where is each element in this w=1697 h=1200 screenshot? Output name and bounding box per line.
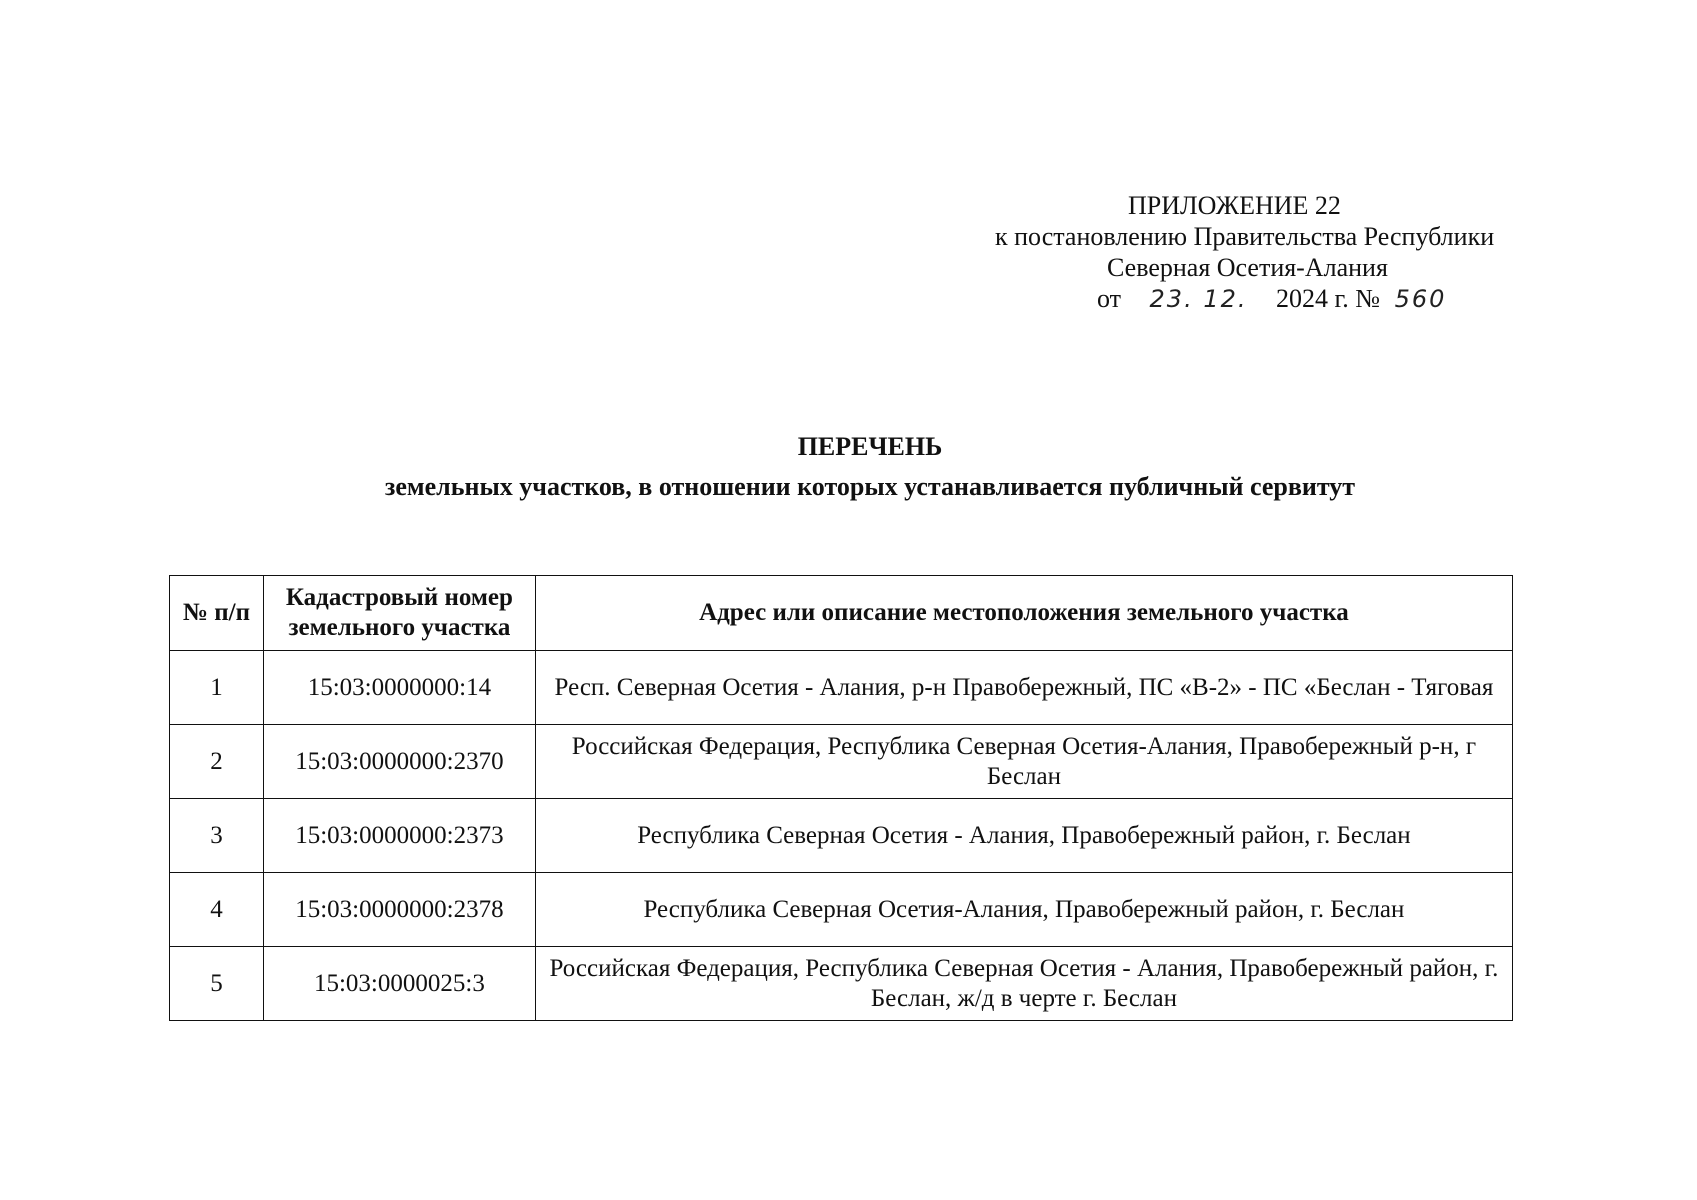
table-row xyxy=(170,651,1513,725)
table-row xyxy=(170,799,1513,873)
document-subtitle: земельных участков, в отношении которых устанавливается публичный сервитут xyxy=(384,472,1356,501)
year-number-label: 2024 г. № xyxy=(1276,284,1381,313)
cell-num: 2 xyxy=(170,725,264,799)
document-title: ПЕРЕЧЕНЬ xyxy=(797,432,943,461)
cell-num: 1 xyxy=(170,651,264,725)
header-address: Адрес или описание местоположения земельного участка xyxy=(535,576,1512,651)
parcels-table xyxy=(169,575,1513,1021)
header-cadastral: Кадастровый номер земельного участка xyxy=(263,576,535,651)
appendix-resolution-line: к постановлению Правительства Республики xyxy=(995,222,1495,251)
table-row xyxy=(170,873,1513,947)
cell-num: 3 xyxy=(170,799,264,873)
table-header-row xyxy=(170,576,1513,651)
handwritten-number: 560 xyxy=(1394,285,1447,313)
header-num: № п/п xyxy=(170,576,264,651)
table-row xyxy=(170,947,1513,1021)
date-prefix: от xyxy=(1097,284,1122,313)
cell-cadastral: 15:03:0000000:2370 xyxy=(263,725,535,799)
cell-address: Республика Северная Осетия - Алания, Правобережный район, г. Беслан xyxy=(535,799,1512,873)
appendix-block xyxy=(990,190,1550,315)
cell-num: 5 xyxy=(170,947,264,1021)
appendix-republic-line: Северная Осетия-Алания xyxy=(1107,253,1388,282)
cell-cadastral: 15:03:0000000:2373 xyxy=(263,799,535,873)
appendix-title: ПРИЛОЖЕНИЕ 22 xyxy=(1128,191,1341,220)
cell-address: Респ. Северная Осетия - Алания, р-н Правобережный, ПС «В-2» - ПС «Беслан - Тяговая xyxy=(535,651,1512,725)
cell-address: Российская Федерация, Республика Северная Осетия - Алания, Правобережный район, г. Беслан, ж/д в черте г. Беслан xyxy=(535,947,1512,1021)
handwritten-date: 23. 12. xyxy=(1149,285,1248,313)
cell-cadastral: 15:03:0000000:2378 xyxy=(263,873,535,947)
cell-num: 4 xyxy=(170,873,264,947)
appendix-date-line xyxy=(990,283,1550,315)
cell-address: Республика Северная Осетия-Алания, Правобережный район, г. Беслан xyxy=(535,873,1512,947)
cell-address: Российская Федерация, Республика Северная Осетия-Алания, Правобережный р-н, г Беслан xyxy=(535,725,1512,799)
cell-cadastral: 15:03:0000000:14 xyxy=(263,651,535,725)
table-row xyxy=(170,725,1513,799)
cell-cadastral: 15:03:0000025:3 xyxy=(263,947,535,1021)
